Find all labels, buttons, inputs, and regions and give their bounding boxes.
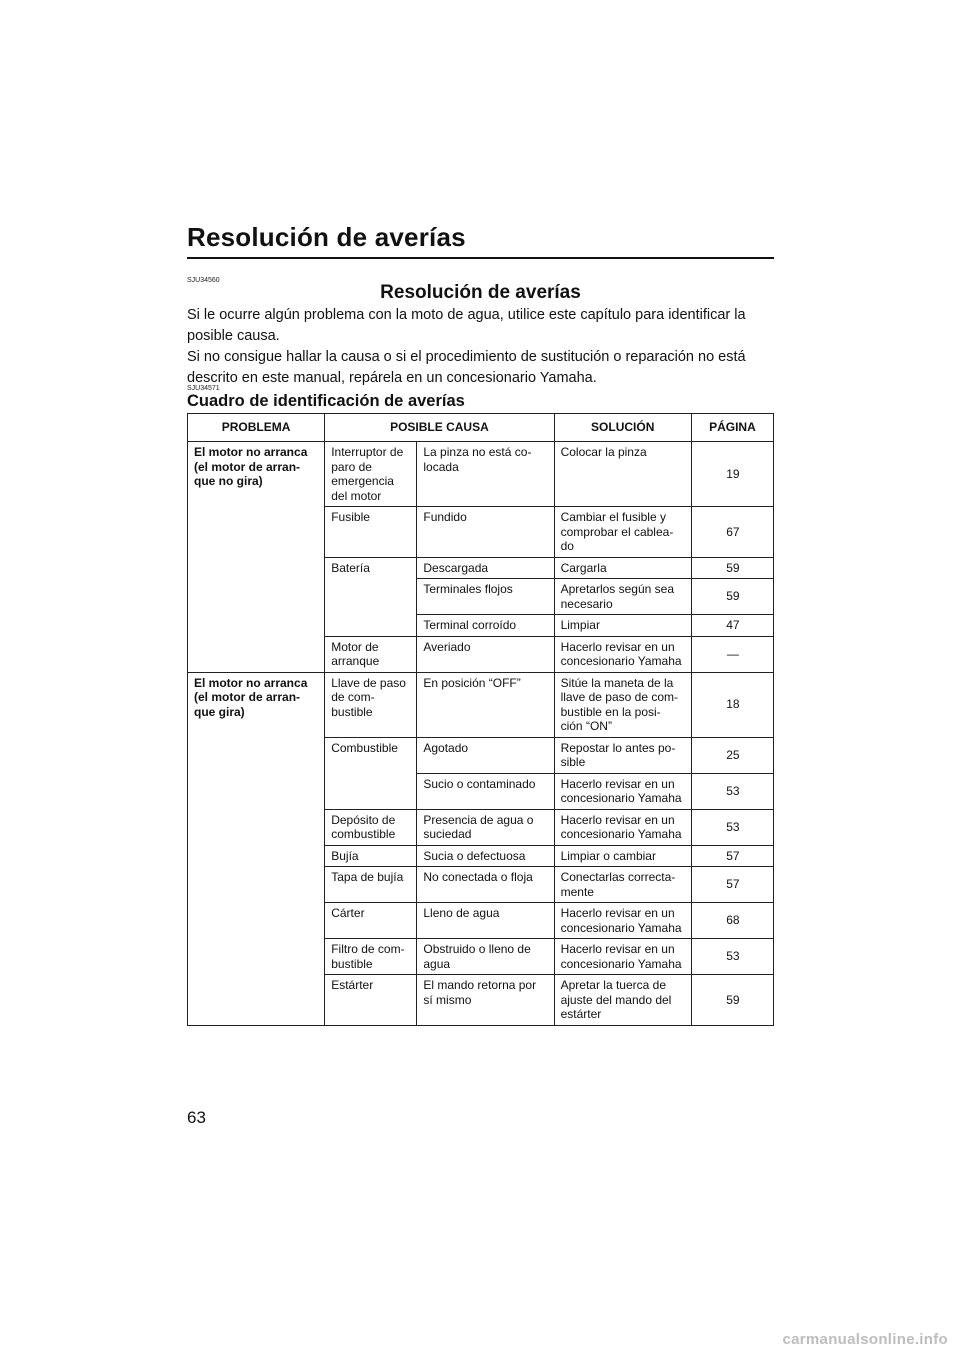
- cause-cell: Tapa de bujía: [325, 867, 417, 903]
- cause-cell: Combustible: [325, 737, 417, 809]
- table-header-row: [188, 414, 774, 442]
- page-cell: 67: [691, 507, 773, 558]
- solution-cell: Apretarlos según sea necesario: [554, 579, 691, 615]
- solution-cell: Colocar la pinza: [554, 442, 691, 507]
- cause-detail-cell: Terminal corroído: [417, 615, 554, 637]
- watermark-link[interactable]: carmanualsonline.info: [782, 1331, 948, 1348]
- page-cell: 59: [691, 579, 773, 615]
- solution-cell: Apretar la tuerca de ajuste del mando del estárter: [554, 975, 691, 1026]
- solution-cell: Hacerlo revisar en un concesionario Yamaha: [554, 636, 691, 672]
- header-problem: PROBLEMA: [188, 414, 325, 442]
- cause-detail-cell: La pinza no está co- locada: [417, 442, 554, 507]
- solution-cell: Hacerlo revisar en un concesionario Yamaha: [554, 939, 691, 975]
- solution-cell: Cargarla: [554, 557, 691, 579]
- section-title: Resolución de averías: [380, 282, 581, 303]
- cause-detail-cell: Averiado: [417, 636, 554, 672]
- cause-cell: Filtro de com- bustible: [325, 939, 417, 975]
- solution-cell: Sitúe la maneta de la llave de paso de com- bustible en la posi- ción “ON”: [554, 672, 691, 737]
- page-cell: 59: [691, 975, 773, 1026]
- cause-cell: Bujía: [325, 845, 417, 867]
- cause-cell: Cárter: [325, 903, 417, 939]
- table-row: [188, 442, 774, 507]
- cause-detail-cell: Presencia de agua o suciedad: [417, 809, 554, 845]
- solution-cell: Limpiar o cambiar: [554, 845, 691, 867]
- page-cell: 68: [691, 903, 773, 939]
- solution-cell: Hacerlo revisar en un concesionario Yamaha: [554, 773, 691, 809]
- problem-cell: El motor no arranca (el motor de arran- que no gira): [188, 442, 325, 673]
- page-cell: 57: [691, 867, 773, 903]
- header-solution: SOLUCIÓN: [554, 414, 691, 442]
- page-cell: 53: [691, 773, 773, 809]
- subsection-code: SJU34571: [187, 385, 220, 392]
- page-cell: 59: [691, 557, 773, 579]
- table-row: [188, 672, 774, 737]
- page-cell: 53: [691, 939, 773, 975]
- cause-detail-cell: Fundido: [417, 507, 554, 558]
- cause-detail-cell: No conectada o floja: [417, 867, 554, 903]
- cause-cell: Motor de arranque: [325, 636, 417, 672]
- page-cell: 25: [691, 737, 773, 773]
- cause-cell: Batería: [325, 557, 417, 636]
- cause-detail-cell: Sucia o defectuosa: [417, 845, 554, 867]
- cause-detail-cell: Sucio o contaminado: [417, 773, 554, 809]
- page-cell: 57: [691, 845, 773, 867]
- cause-cell: Interruptor de paro de emergencia del motor: [325, 442, 417, 507]
- solution-cell: Cambiar el fusible y comprobar el cablea- do: [554, 507, 691, 558]
- cause-cell: Depósito de combustible: [325, 809, 417, 845]
- solution-cell: Repostar lo antes po- sible: [554, 737, 691, 773]
- section-code: SJU34560: [187, 277, 220, 284]
- troubleshooting-table: [187, 413, 774, 1026]
- header-page: PÁGINA: [691, 414, 773, 442]
- intro-paragraph: Si no consigue hallar la causa o si el procedimiento de sustitución o reparación no está descrito en este manual, repárela en un concesionario Yamaha.: [187, 349, 746, 386]
- page-cell: 19: [691, 442, 773, 507]
- intro-paragraph: Si le ocurre algún problema con la moto de agua, utilice este capítulo para identificar la posible causa.: [187, 307, 746, 344]
- page-cell: 18: [691, 672, 773, 737]
- solution-cell: Limpiar: [554, 615, 691, 637]
- header-cause: POSIBLE CAUSA: [325, 414, 554, 442]
- page-cell: —: [691, 636, 773, 672]
- intro-text: [187, 305, 775, 389]
- page-number: 63: [187, 1108, 206, 1127]
- cause-detail-cell: El mando retorna por sí mismo: [417, 975, 554, 1026]
- cause-detail-cell: Lleno de agua: [417, 903, 554, 939]
- cause-cell: Estárter: [325, 975, 417, 1026]
- cause-detail-cell: Agotado: [417, 737, 554, 773]
- solution-cell: Conectarlas correcta- mente: [554, 867, 691, 903]
- page-header-title: Resolución de averías: [187, 222, 774, 259]
- solution-cell: Hacerlo revisar en un concesionario Yamaha: [554, 903, 691, 939]
- page-cell: 47: [691, 615, 773, 637]
- cause-detail-cell: En posición “OFF”: [417, 672, 554, 737]
- solution-cell: Hacerlo revisar en un concesionario Yamaha: [554, 809, 691, 845]
- problem-cell: El motor no arranca (el motor de arran- que gira): [188, 672, 325, 1025]
- cause-cell: Fusible: [325, 507, 417, 558]
- cause-cell: Llave de paso de com- bustible: [325, 672, 417, 737]
- cause-detail-cell: Descargada: [417, 557, 554, 579]
- cause-detail-cell: Terminales flojos: [417, 579, 554, 615]
- page-header: [187, 222, 774, 259]
- cause-detail-cell: Obstruido o lleno de agua: [417, 939, 554, 975]
- subsection-title: Cuadro de identificación de averías: [187, 392, 465, 410]
- page-cell: 53: [691, 809, 773, 845]
